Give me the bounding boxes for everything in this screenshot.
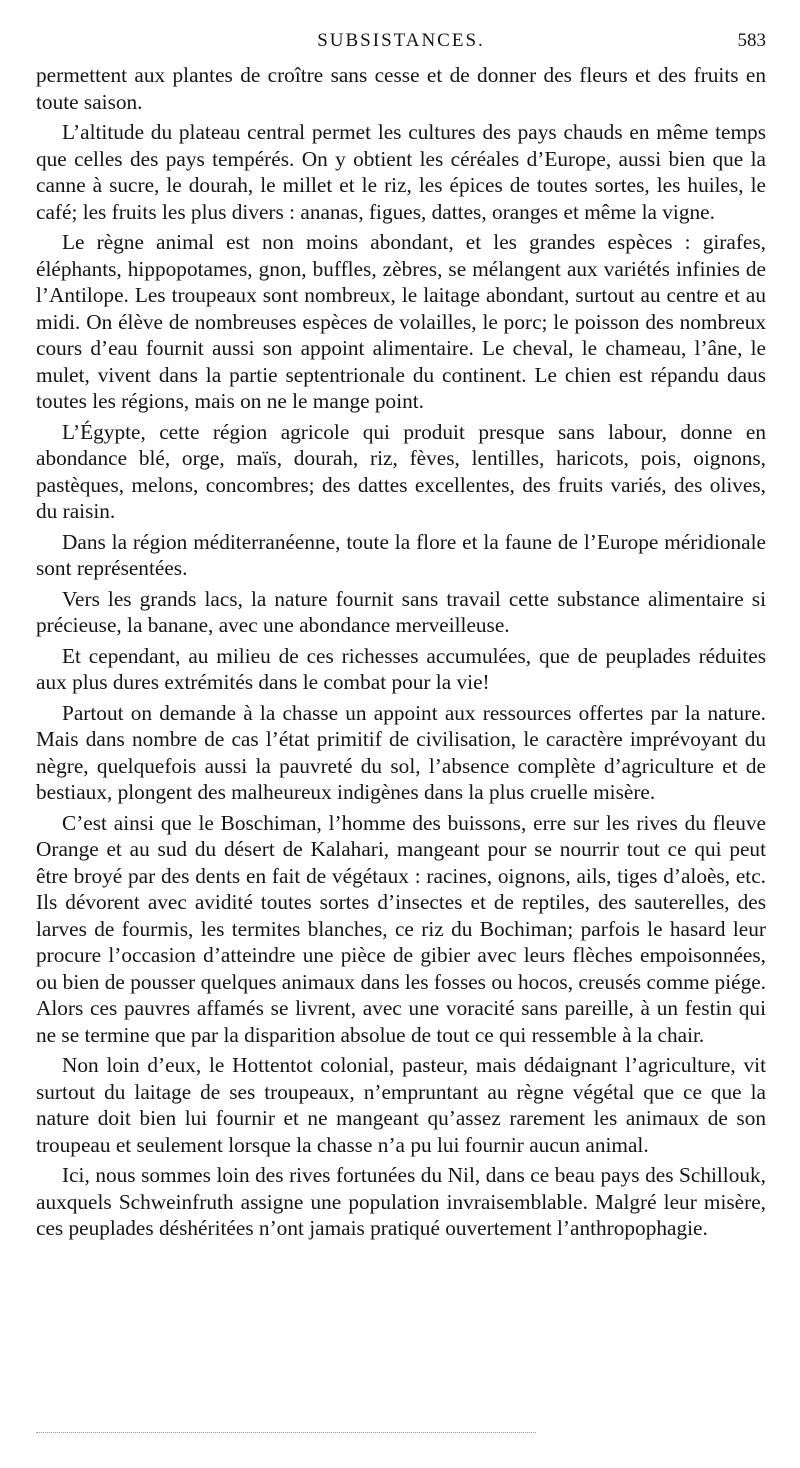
paragraph: L’altitude du plateau central permet les cultures des pays chauds en même temps que celles des pays tempérés. On y obtient les céréales d’Europe, aussi bien que la canne à sucre, le dourah, le millet et le riz, les épices de toutes sortes, les huiles, le café; les fruits les plus divers : ananas, figues, dattes, oranges et même la vigne. — [36, 120, 766, 224]
paragraph: Dans la région méditerranéenne, toute la flore et la faune de l’Europe méridionale sont représentées. — [36, 529, 766, 580]
paragraph: Et cependant, au milieu de ces richesses accumulées, que de peuplades réduites aux plus dures extrémités dans le combat pour la vie! — [36, 643, 766, 694]
footer-rule — [36, 1432, 536, 1433]
page-number: 583 — [737, 30, 766, 51]
running-title: SUBSISTANCES. — [317, 30, 485, 51]
body-text — [36, 62, 766, 1246]
paragraph: Le règne animal est non moins abondant, et les grandes espèces : girafes, éléphants, hippopotames, gnon, buffles, zèbres, se mélangent aux variétés infinies de l’Antilope. Les troupeaux sont nombreux, le laitage abondant, surtout au centre et au midi. On élève de nombreuses espèces de volailles, le porc; le poisson des nombreux cours d’eau fournit aussi son appoint alimentaire. Le cheval, le chameau, l’âne, le mulet, vivent dans la partie septentrionale du continent. Le chien est répandu daus toutes les régions, mais on ne le mange point. — [36, 230, 766, 413]
paragraph: Non loin d’eux, le Hottentot colonial, pasteur, mais dédaignant l’agriculture, vit surtout du laitage de ses troupeaux, n’empruntant au règne végétal que ce que la nature doit bien lui fournir et ne mangeant qu’assez rarement les animaux de son troupeau et seulement lorsque la chasse n’a pu lui fournir aucun animal. — [36, 1053, 766, 1157]
paragraph: C’est ainsi que le Boschiman, l’homme des buissons, erre sur les rives du fleuve Orange et au sud du désert de Kalahari, mangeant pour se nourrir tout ce qui peut être broyé par des dents en fait de végétaux : racines, oignons, ails, tiges d’aloès, etc. Ils dévorent avec avidité toutes sortes d’insectes et de reptiles, des sauterelles, des larves de fourmis, les termites blanches, ce riz du Bochiman; parfois le hasard leur procure l’occasion d’atteindre une pièce de gibier avec leurs flèches empoisonnées, ou bien de pousser quelques animaux dans les fosses ou hocos, creusés comme piége. Alors ces pauvres affamés se livrent, avec une voracité sans pareille, à un festin qui ne se termine que par la disparition absolue de tout ce qui ressemble à la chair. — [36, 810, 766, 1047]
paragraph: permettent aux plantes de croître sans cesse et de donner des fleurs et des fruits en toute saison. — [36, 63, 766, 114]
paragraph: Vers les grands lacs, la nature fournit sans travail cette substance alimentaire si précieuse, la banane, avec une abondance merveilleuse. — [36, 586, 766, 637]
paragraph: Ici, nous sommes loin des rives fortunées du Nil, dans ce beau pays des Schillouk, auxquels Schweinfruth assigne une population invraisemblable. Malgré leur misère, ces peuplades déshéritées n’ont jamais pratiqué ouvertement l’anthropophagie. — [36, 1163, 766, 1240]
running-head — [36, 30, 766, 58]
paragraph: L’Égypte, cette région agricole qui produit presque sans labour, donne en abondance blé, orge, maïs, dourah, riz, fèves, lentilles, haricots, pois, oignons, pastèques, melons, concombres; des dattes excellentes, des fruits variés, des olives, du raisin. — [36, 419, 766, 523]
paragraph: Partout on demande à la chasse un appoint aux ressources offertes par la nature. Mais dans nombre de cas l’état primitif de civilisation, le caractère imprévoyant du nègre, quelquefois aussi la pauvreté du sol, l’absence complète d’agriculture et de bestiaux, plongent des malheureux indigènes dans la plus cruelle misère. — [36, 700, 766, 804]
